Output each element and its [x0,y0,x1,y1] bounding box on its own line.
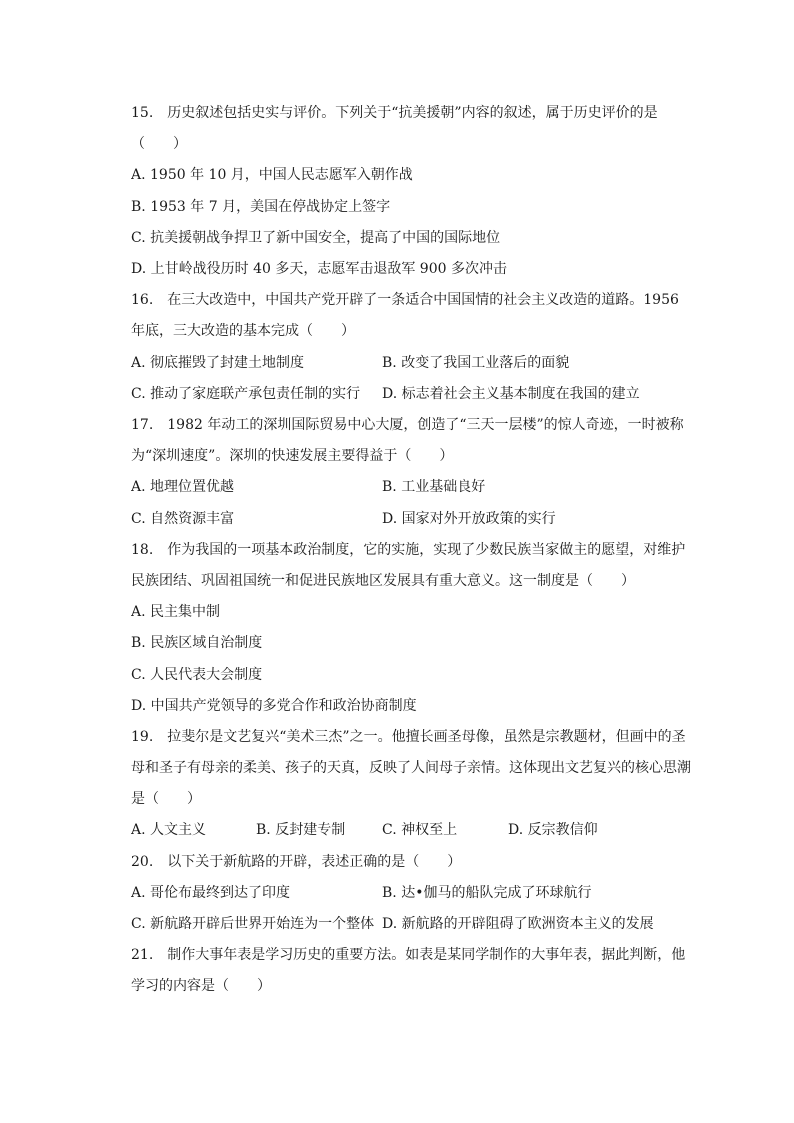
question-17-options [131,472,696,534]
question-16-option-c: C. 推动了家庭联产承包责任制的实行 [131,385,361,402]
question-20-option-b: B. 达•伽马的船队完成了环球航行 [382,884,592,901]
question-18-option-b: B. 民族区域自治制度 [131,635,263,652]
question-15-option-c: C. 抗美援朝战争捍卫了新中国安全，提高了中国的国际地位 [131,229,501,246]
question-18-stem: 18. 作为我国的一项基本政治制度，它的实施，实现了少数民族当家做主的愿望，对维护民族团结、巩固祖国统一和促进民族地区发展具有重大意义。这一制度是（ ） [131,541,686,589]
question-20-option-d: D. 新航路的开辟阻碍了欧洲资本主义的发展 [382,916,654,933]
question-19-stem: 19. 拉斐尔是文艺复兴“美术三杰”之一。他擅长画圣母像，虽然是宗教题材，但画中的圣母和圣子有母亲的柔美、孩子的天真，反映了人间母子亲情。这体现出文艺复兴的核心思潮是（ ） [131,728,691,808]
question-19-options [131,815,696,846]
question-17-option-a: A. 地理位置优越 [131,479,235,496]
question-19-option-c: C. 神权至上 [382,822,458,839]
question-list [131,98,696,1003]
question-18-option-c: C. 人民代表大会制度 [131,666,263,683]
question-17-option-c: C. 自然资源丰富 [131,510,235,527]
question-20-option-c: C. 新航路开辟后世界开始连为一个整体 [131,916,375,933]
question-15-option-a: A. 1950 年 10 月，中国人民志愿军入朝作战 [131,167,413,184]
question-20-options [131,878,696,940]
question-20-option-a: A. 哥伦布最终到达了印度 [131,884,291,901]
question-19-option-a: A. 人文主义 [131,822,207,839]
question-16-options [131,348,696,410]
question-15-stem: 15. 历史叙述包括史实与评价。下列关于“抗美援朝”内容的叙述，属于历史评价的是（ ） [131,105,658,153]
question-19-option-b: B. 反封建专制 [256,822,346,839]
question-16-option-a: A. 彻底摧毁了封建土地制度 [131,354,305,371]
question-17-option-b: B. 工业基础良好 [382,479,486,496]
question-16-option-b: B. 改变了我国工业落后的面貌 [382,354,570,371]
question-17-option-d: D. 国家对外开放政策的实行 [382,510,556,527]
question-15-option-b: B. 1953 年 7 月，美国在停战协定上签字 [131,198,391,215]
question-15-option-d: D. 上甘岭战役历时 40 多天，志愿军击退敌军 900 多次冲击 [131,260,507,277]
question-16-stem: 16. 在三大改造中，中国共产党开辟了一条适合中国国情的社会主义改造的道路。1956 年底，三大改造的基本完成（ ） [131,292,679,340]
question-18-option-a: A. 民主集中制 [131,604,221,621]
question-16-option-d: D. 标志着社会主义基本制度在我国的建立 [382,385,640,402]
question-17-stem: 17. 1982 年动工的深圳国际贸易中心大厦，创造了“三天一层楼”的惊人奇迹，一时被称为“深圳速度”。深圳的快速发展主要得益于（ ） [131,416,684,465]
question-21-stem: 21. 制作大事年表是学习历史的重要方法。如表是某同学制作的大事年表，据此判断，他学习的内容是（ ） [131,947,686,995]
question-19-option-d: D. 反宗教信仰 [508,822,598,839]
question-20-stem: 20. 以下关于新航路的开辟，表述正确的是（ ） [131,853,462,870]
question-18-option-d: D. 中国共产党领导的多党合作和政治协商制度 [131,697,417,714]
